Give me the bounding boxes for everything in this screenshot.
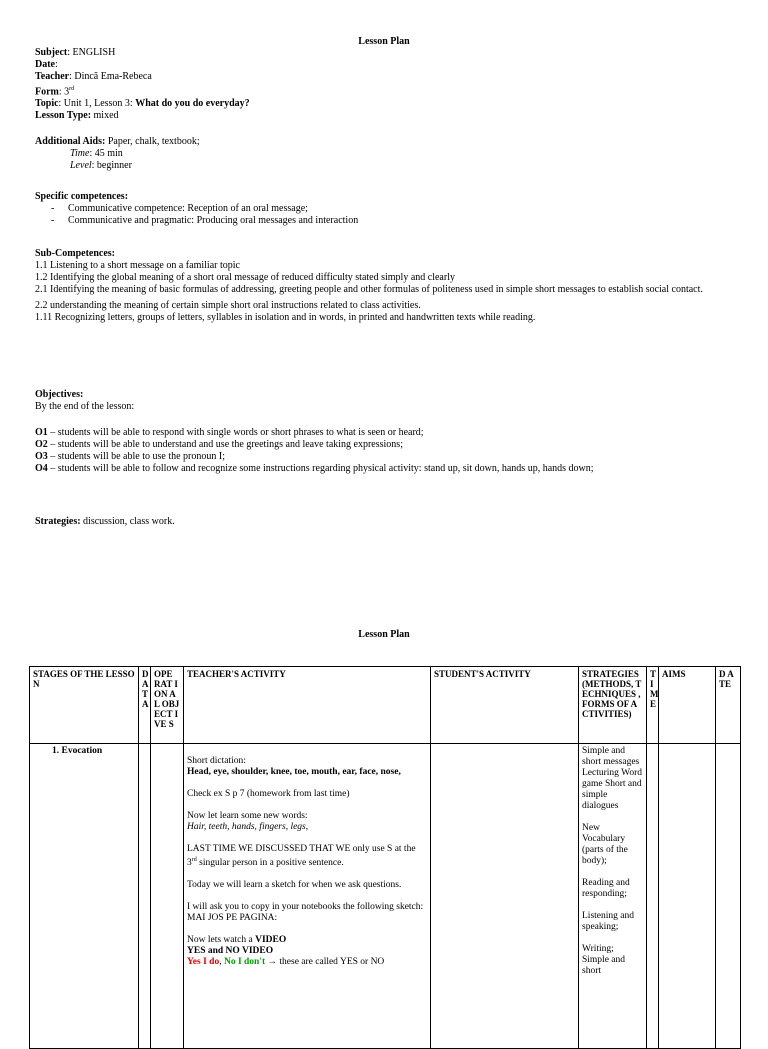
- objectives-intro: By the end of the lesson:: [35, 401, 135, 412]
- time-line: [35, 148, 735, 160]
- page-title: Lesson Plan: [358, 36, 410, 47]
- competences-label: Specific competences:: [35, 191, 129, 202]
- teacher-line: [35, 71, 735, 83]
- header-student: STUDENT'S ACTIVITY: [431, 667, 579, 744]
- subject-line: [35, 47, 735, 59]
- level-label: Level: [70, 160, 92, 171]
- student-activity-cell: [431, 744, 579, 1049]
- header-stages: STAGES OF THE LESSON: [30, 667, 139, 744]
- sub-competences-block: [35, 248, 735, 324]
- sub-item: 1.11 Recognizing letters, groups of letters, syllables in isolation and in words, in printed and handwritten texts while reading.: [35, 312, 536, 323]
- header-block: [35, 47, 735, 122]
- objectives-block: [35, 389, 735, 475]
- objective-item: O3 – students will be able to use the pronoun I;: [35, 451, 225, 462]
- header-strategies: STRATEGIES (METHODS, TECHNIQUES , FORMS OF ACTIVITIES): [579, 667, 647, 744]
- sub-competences-label: Sub-Competences:: [35, 248, 115, 259]
- aids-value: Paper, chalk, textbook;: [105, 136, 200, 147]
- teacher-activity-cell: Short dictation: Head, eye, shoulder, knee, toe, mouth, ear, face, nose, Check ex S p 7 (homework from last time) Now let learn some new words: Hair, teeth, hands, fingers, legs, LAST TIME WE DISCUSSED THAT WE only use S at the 3rd singular person in a positive sentence. Today we will learn a sketch for when we ask questions. I will ask you to copy in your notebooks the following sketch: MAI JOS PE PAGINA: Now lets watch a VIDEO YES and NO VIDEO Yes I do, No I don't → these are called YES or NO: [184, 744, 431, 1049]
- lesson-type-line: [35, 110, 735, 122]
- level-value: : beginner: [91, 160, 132, 171]
- objective-item: O2 – students will be able to understand and use the greetings and leave taking expressions;: [35, 439, 403, 450]
- topic-bold: What do you do everyday?: [135, 98, 250, 110]
- competences-block: [35, 191, 735, 227]
- strategies-value: discussion, class work.: [80, 516, 175, 527]
- form-label: Form: [35, 86, 59, 98]
- aids-line: [35, 136, 735, 148]
- subject-label: Subject: [35, 47, 68, 58]
- teacher-value: : Dincă Ema-Rebeca: [69, 71, 152, 82]
- strategies-block: [35, 516, 735, 528]
- aids-label: Additional Aids:: [35, 136, 106, 147]
- strategies-cell: Simple and short messages Lecturing Word game Short and simple dialogues New Vocabulary (parts of the body); Reading and responding; Listening and speaking; Writing; Simple and short: [579, 744, 647, 1049]
- sub-item: 1.2 Identifying the global meaning of a short oral message of reduced difficulty stated simply and clearly: [35, 272, 455, 283]
- date-line: [35, 59, 735, 71]
- date-label: Date: [35, 59, 55, 70]
- header-data: D A T A: [139, 667, 151, 744]
- stage-label: 1. Evocation: [52, 746, 103, 756]
- header-time: T I M E: [647, 667, 659, 744]
- header-teacher: TEACHER'S ACTIVITY: [184, 667, 431, 744]
- aids-block: [35, 136, 735, 172]
- competence-item: - Communicative competence: Reception of an oral message;: [51, 203, 308, 214]
- header-date: D A TE: [716, 667, 741, 744]
- teacher-label: Teacher: [35, 71, 70, 82]
- topic-line: [35, 98, 735, 110]
- level-line: [35, 160, 735, 172]
- time-label: Time: [70, 148, 90, 159]
- competence-item: - Communicative and pragmatic: Producing oral messages and interaction: [51, 215, 359, 226]
- table-header-row: [30, 667, 741, 744]
- time-value: : 45 min: [89, 148, 123, 159]
- table-title: Lesson Plan: [358, 629, 410, 640]
- sub-item: 1.1 Listening to a short message on a familiar topic: [35, 260, 240, 271]
- objective-item: O4 – students will be able to follow and recognize some instructions regarding physical activity: stand up, sit down, hands up, hands down;: [35, 463, 594, 474]
- topic-value: : Unit 1, Lesson 3:: [58, 98, 136, 110]
- sub-item: 2.2 understanding the meaning of certain simple short oral instructions related to class activities.: [35, 300, 421, 311]
- date-value: :: [55, 59, 58, 70]
- table-row: [30, 744, 741, 1049]
- lesson-type-label: Lesson Type:: [35, 110, 92, 122]
- form-sup: rd: [69, 86, 75, 92]
- header-objectives: OPE RAT ION AL OBJ ECT IVE S: [151, 667, 184, 744]
- header-aims: AIMS: [659, 667, 716, 744]
- objective-item: O1 – students will be able to respond with single words or short phrases to what is seen or heard;: [35, 427, 424, 438]
- form-line: [35, 83, 735, 98]
- objectives-label: Objectives:: [35, 389, 84, 400]
- form-value: : 3: [58, 86, 70, 98]
- sub-item: 2.1 Identifying the meaning of basic formulas of addressing, greeting people and other formulas of politeness used in simple short messages to establish social contact.: [35, 284, 703, 295]
- strategies-label: Strategies:: [35, 516, 81, 527]
- lesson-plan-table: [29, 666, 741, 1049]
- lesson-type-value: mixed: [91, 110, 119, 122]
- subject-value: : ENGLISH: [67, 47, 116, 58]
- topic-label: Topic: [35, 98, 59, 110]
